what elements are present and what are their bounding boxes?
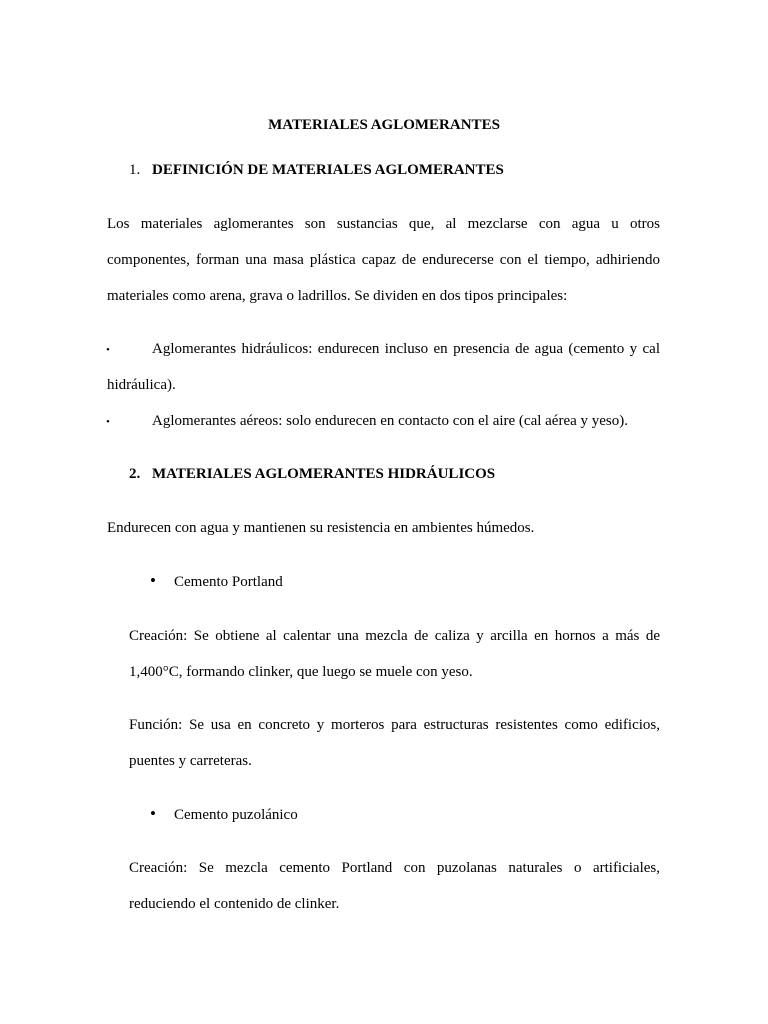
bullet-icon: •: [150, 571, 156, 590]
cemento-portland-creacion-line-2: 1,400°C, formando clinker, que luego se muele con yeso.: [129, 664, 473, 680]
item-cemento-puzolanico-name: Cemento puzolánico: [174, 807, 298, 823]
bullet-hidraulicos-line-2: hidráulica).: [107, 377, 176, 393]
cemento-portland-creacion-line-1: Creación: Se obtiene al calentar una mezcla de caliza y arcilla en hornos a más de: [129, 628, 660, 644]
bullet-icon: •: [150, 804, 156, 823]
cemento-puzolanico-creacion-line-2: reduciendo el contenido de clinker.: [129, 896, 340, 912]
section-1-paragraph-line-1: Los materiales aglomerantes son sustancias que, al mezclarse con agua u otros: [107, 216, 660, 232]
bullet-aereos: Aglomerantes aéreos: solo endurecen en contacto con el aire (cal aérea y yeso).: [152, 413, 629, 429]
section-1-number: 1.: [129, 162, 141, 178]
bullet-icon: •: [106, 344, 110, 356]
section-2-heading: MATERIALES AGLOMERANTES HIDRÁULICOS: [152, 466, 496, 482]
section-1-heading: DEFINICIÓN DE MATERIALES AGLOMERANTES: [152, 162, 504, 178]
section-2-number: 2.: [129, 466, 141, 482]
section-1-paragraph-line-3: materiales como arena, grava o ladrillos. Se dividen en dos tipos principales:: [107, 288, 568, 304]
cemento-puzolanico-creacion-line-1: Creación: Se mezcla cemento Portland con puzolanas naturales o artificiales,: [129, 860, 660, 876]
document-title: MATERIALES AGLOMERANTES: [268, 117, 500, 133]
item-cemento-portland-name: Cemento Portland: [174, 574, 283, 590]
section-1-paragraph-line-2: componentes, forman una masa plástica capaz de endurecerse con el tiempo, adhiriendo: [107, 252, 660, 268]
section-2-intro: Endurecen con agua y mantienen su resistencia en ambientes húmedos.: [107, 520, 535, 536]
bullet-hidraulicos-line-1: Aglomerantes hidráulicos: endurecen incluso en presencia de agua (cemento y cal: [152, 341, 660, 357]
cemento-portland-funcion-line-2: puentes y carreteras.: [129, 753, 252, 769]
cemento-portland-funcion-line-1: Función: Se usa en concreto y morteros para estructuras resistentes como edificios,: [129, 717, 660, 733]
bullet-icon: •: [106, 416, 110, 428]
